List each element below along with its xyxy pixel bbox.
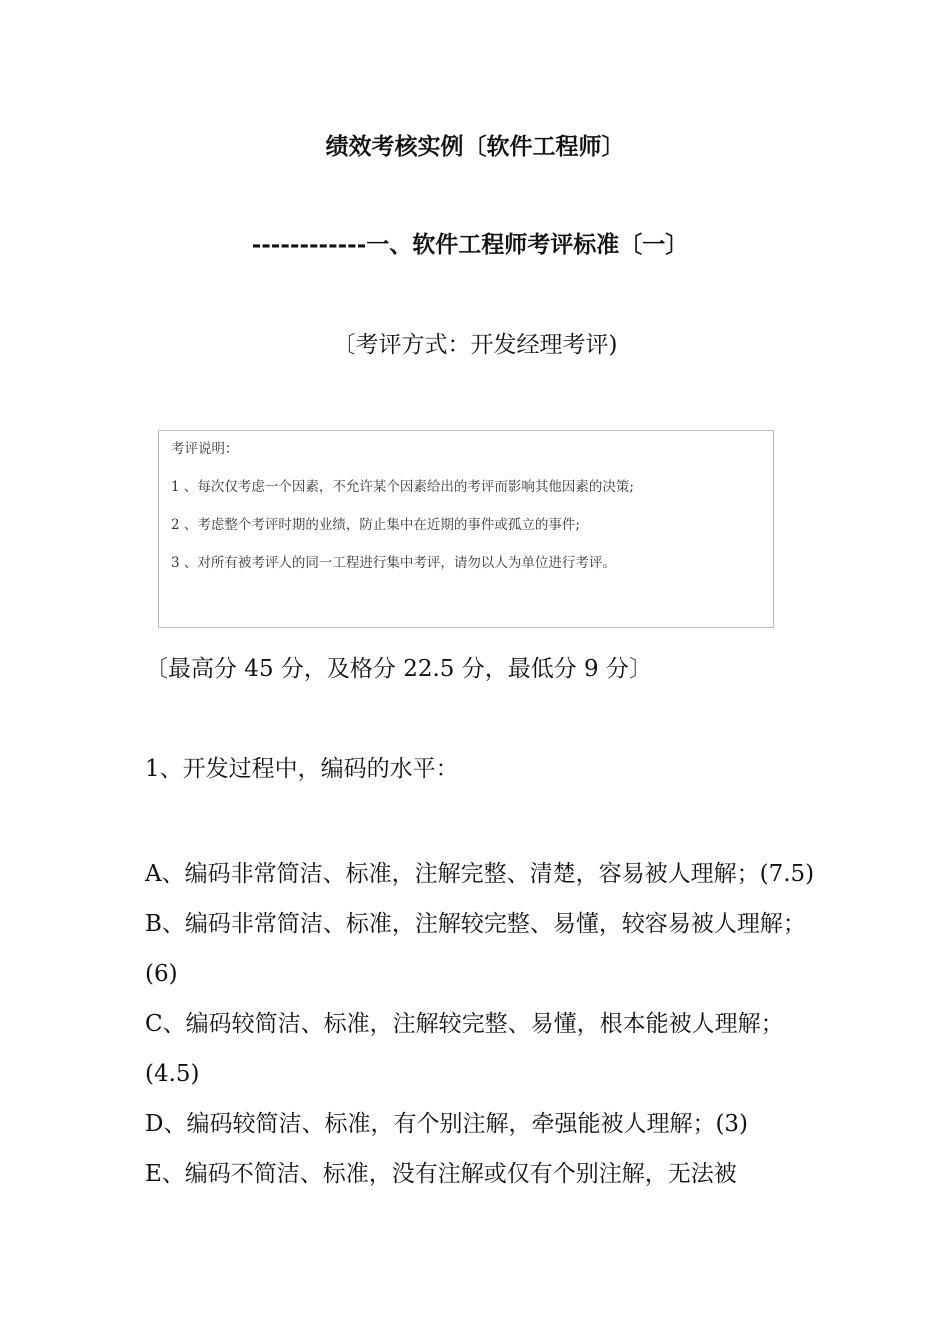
evaluation-method: 〔考评方式：开发经理考评) [332, 332, 618, 358]
option-a: A、编码非常简洁、标准，注解完整、清楚，容易被人理解；(7.5) [145, 861, 815, 887]
option-d: D、编码较简洁、标准，有个别注解，牵强能被人理解；(3) [145, 1111, 749, 1137]
section-title: ------------一、软件工程师考评标准〔一〕 [251, 231, 689, 258]
note-item-1: 1 、每次仅考虑一个因素，不允许某个因素给出的考评而影响其他因素的决策; [171, 479, 634, 495]
notes-heading: 考评说明： [171, 441, 239, 457]
note-item-3: 3 、对所有被考评人的同一工程进行集中考评，请勿以人为单位进行考评。 [171, 555, 616, 571]
question-title: 1、开发过程中，编码的水平： [145, 756, 459, 782]
option-e: E、编码不简洁、标准，没有注解或仅有个别注解，无法被 [145, 1161, 737, 1187]
answer-options [145, 849, 825, 1199]
option-b: B、编码非常简洁、标准，注解较完整、易懂，较容易被人理解；(6) [145, 911, 806, 987]
note-item-2: 2 、考虑整个考评时期的业绩，防止集中在近期的事件或孤立的事件; [171, 517, 580, 533]
option-c: C、编码较简洁、标准，注解较完整、易懂，根本能被人理解；(4.5) [145, 1011, 784, 1087]
document-title: 绩效考核实例〔软件工程师〕 [325, 133, 625, 160]
score-range: 〔最高分 45 分，及格分 22.5 分，最低分 9 分〕 [145, 656, 652, 682]
evaluation-notes-box [158, 430, 774, 628]
